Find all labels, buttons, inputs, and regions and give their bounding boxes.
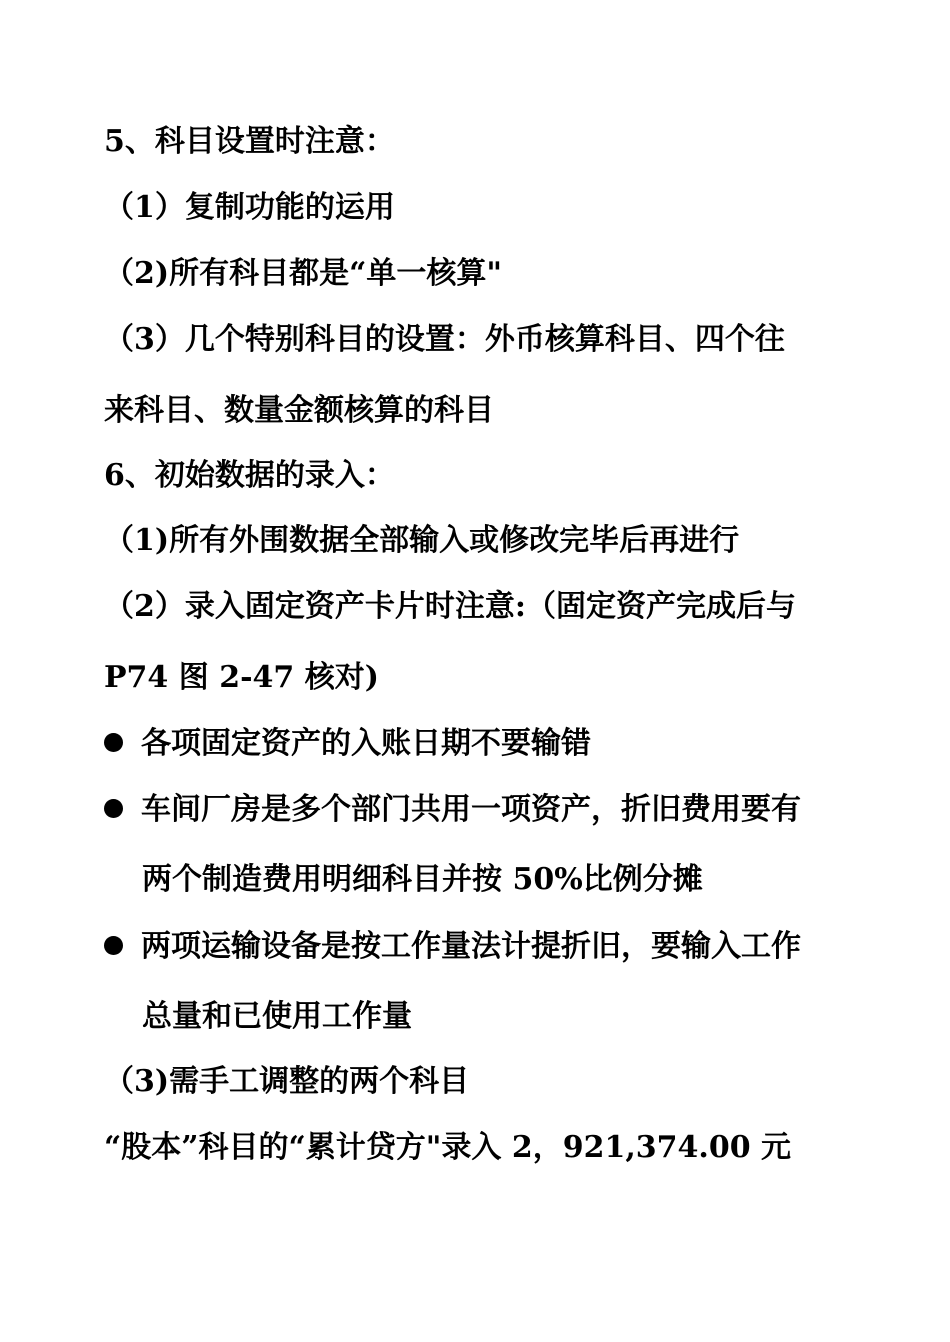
bullet-item-2-text-line-1: 车间厂房是多个部门共用一项资产，折旧费用要有: [141, 792, 801, 827]
section-6-item-3-detail: “股本”科目的“累计贷方"录入 2，921,374.00 元: [104, 1130, 792, 1165]
bullet-item-1: [104, 724, 591, 764]
section-5-item-3-line-2: 来科目、数量金额核算的科目: [104, 393, 494, 428]
section-6-item-2-line-2: P74 图 2-47 核对): [104, 660, 379, 695]
section-6-item-1: （1)所有外围数据全部输入或修改完毕后再进行: [104, 523, 740, 558]
bullet-dot-icon: [104, 799, 123, 818]
section-6-item-3: （3)需手工调整的两个科目: [104, 1064, 470, 1099]
bullet-item-3-text-line-2: 总量和已使用工作量: [142, 999, 412, 1034]
bullet-item-1-text: 各项固定资产的入账日期不要输错: [141, 726, 591, 761]
section-6-heading: 6、初始数据的录入：: [104, 458, 395, 493]
bullet-item-2: [104, 790, 801, 830]
bullet-item-3-text-line-1: 两项运输设备是按工作量法计提折旧，要输入工作: [141, 929, 801, 964]
bullet-item-3: [104, 927, 801, 967]
bullet-dot-icon: [104, 733, 123, 752]
section-6-item-2-line-1: （2）录入固定资产卡片时注意:（固定资产完成后与: [104, 589, 796, 624]
section-5-heading: 5、科目设置时注意：: [104, 124, 395, 159]
section-5-item-3-line-1: （3）几个特别科目的设置：外币核算科目、四个往: [104, 322, 785, 357]
bullet-dot-icon: [104, 936, 123, 955]
bullet-item-2-text-line-2: 两个制造费用明细科目并按 50%比例分摊: [142, 862, 703, 897]
section-5-item-1: （1）复制功能的运用: [104, 190, 395, 225]
section-5-item-2: （2)所有科目都是“单一核算": [104, 256, 502, 291]
